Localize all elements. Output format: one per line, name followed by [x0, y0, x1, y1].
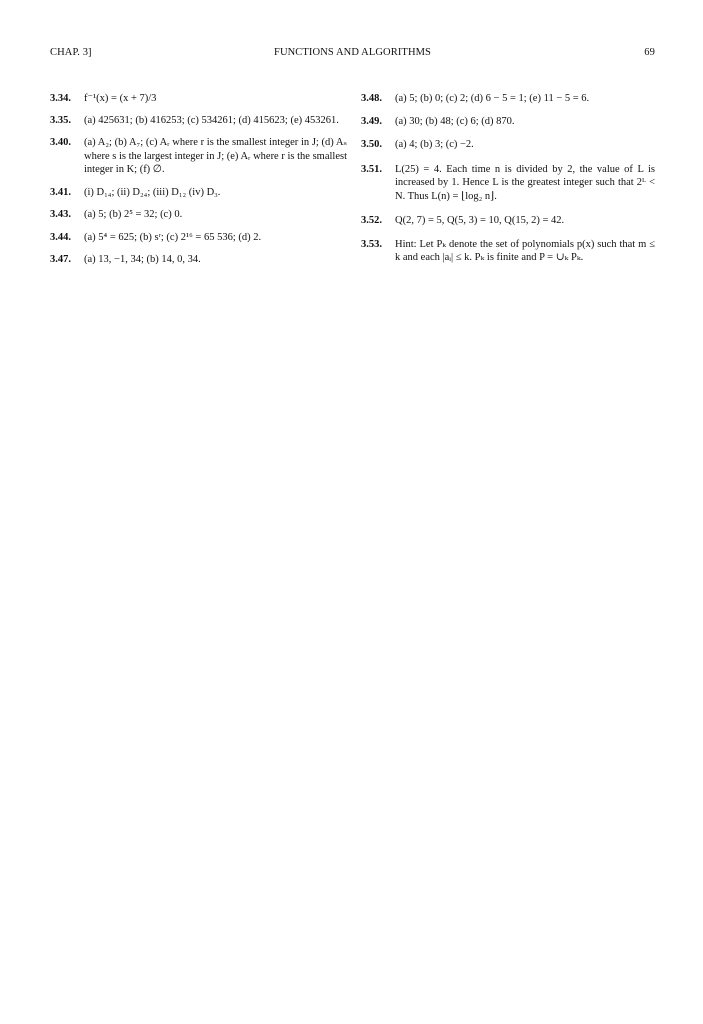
answer-text: (a) 5⁴ = 625; (b) sʳ; (c) 2¹⁶ = 65 536; (d) 2.	[84, 231, 262, 243]
answer-item	[361, 163, 655, 204]
answer-item	[50, 186, 347, 200]
answer-text: (a) 425631; (b) 416253; (c) 534261; (d) 415623; (e) 453261.	[84, 114, 339, 126]
answer-item	[50, 114, 347, 128]
answer-text: (a) 30; (b) 48; (c) 6; (d) 870.	[395, 115, 515, 127]
answer-item	[361, 92, 655, 106]
answer-text: L(25) = 4. Each time n is divided by 2, the value of L is increased by 1. Hence L is the greatest integer such that 2ᴸ < N. Thus L(n) = ⌊log₂ n⌋.	[395, 163, 655, 202]
answer-number: 3.35.	[50, 114, 71, 126]
answer-number: 3.50.	[361, 139, 382, 150]
running-title: FUNCTIONS AND ALGORITHMS	[274, 47, 431, 58]
answer-number: 3.48.	[361, 93, 382, 104]
answer-number: 3.40.	[50, 137, 71, 148]
answer-text: (a) 4; (b) 3; (c) −2.	[395, 139, 474, 150]
right-answer-column	[361, 92, 655, 272]
answer-item	[50, 92, 347, 106]
answer-item	[50, 208, 347, 222]
answer-item	[361, 214, 655, 228]
answer-item	[361, 115, 655, 129]
answer-text: Hint: Let Pₖ denote the set of polynomials p(x) such that m ≤ k and each |aᵢ| ≤ k. Pₖ is finite and P = ∪ₖ Pₖ.	[395, 238, 655, 263]
answer-text: (i) D₁₄; (ii) D₂₄; (iii) D₁₂ (iv) D₃.	[84, 186, 221, 198]
answer-text: (a) 13, −1, 34; (b) 14, 0, 34.	[84, 254, 201, 265]
answer-number: 3.47.	[50, 254, 71, 265]
answer-item	[361, 238, 655, 265]
answer-text: f⁻¹(x) = (x + 7)/3	[84, 93, 157, 104]
left-answer-column	[50, 92, 347, 274]
answer-number: 3.52.	[361, 215, 382, 226]
answer-number: 3.53.	[361, 238, 382, 250]
answer-number: 3.43.	[50, 209, 71, 220]
page-number: 69	[644, 47, 655, 58]
answer-item	[50, 253, 347, 267]
answer-item	[50, 231, 347, 245]
chapter-label: CHAP. 3]	[50, 47, 92, 58]
answer-item	[361, 138, 655, 152]
answer-number: 3.51.	[361, 163, 382, 175]
answer-text: (a) 5; (b) 2⁵ = 32; (c) 0.	[84, 209, 183, 220]
answer-number: 3.41.	[50, 186, 71, 198]
answer-number: 3.49.	[361, 115, 382, 127]
answer-number: 3.34.	[50, 93, 71, 104]
answer-text: Q(2, 7) = 5, Q(5, 3) = 10, Q(15, 2) = 42.	[395, 215, 565, 226]
page-header	[50, 47, 655, 63]
answer-item	[50, 136, 347, 177]
answer-number: 3.44.	[50, 231, 71, 243]
answer-text: (a) 5; (b) 0; (c) 2; (d) 6 − 5 = 1; (e) 11 − 5 = 6.	[395, 93, 590, 104]
answer-text: (a) A₂; (b) A₇; (c) Aᵣ where r is the smallest integer in J; (d) Aₛ where s is the largest integer in J; (e) Aᵣ where r is the smallest integer in K; (f) ∅.	[84, 137, 347, 175]
